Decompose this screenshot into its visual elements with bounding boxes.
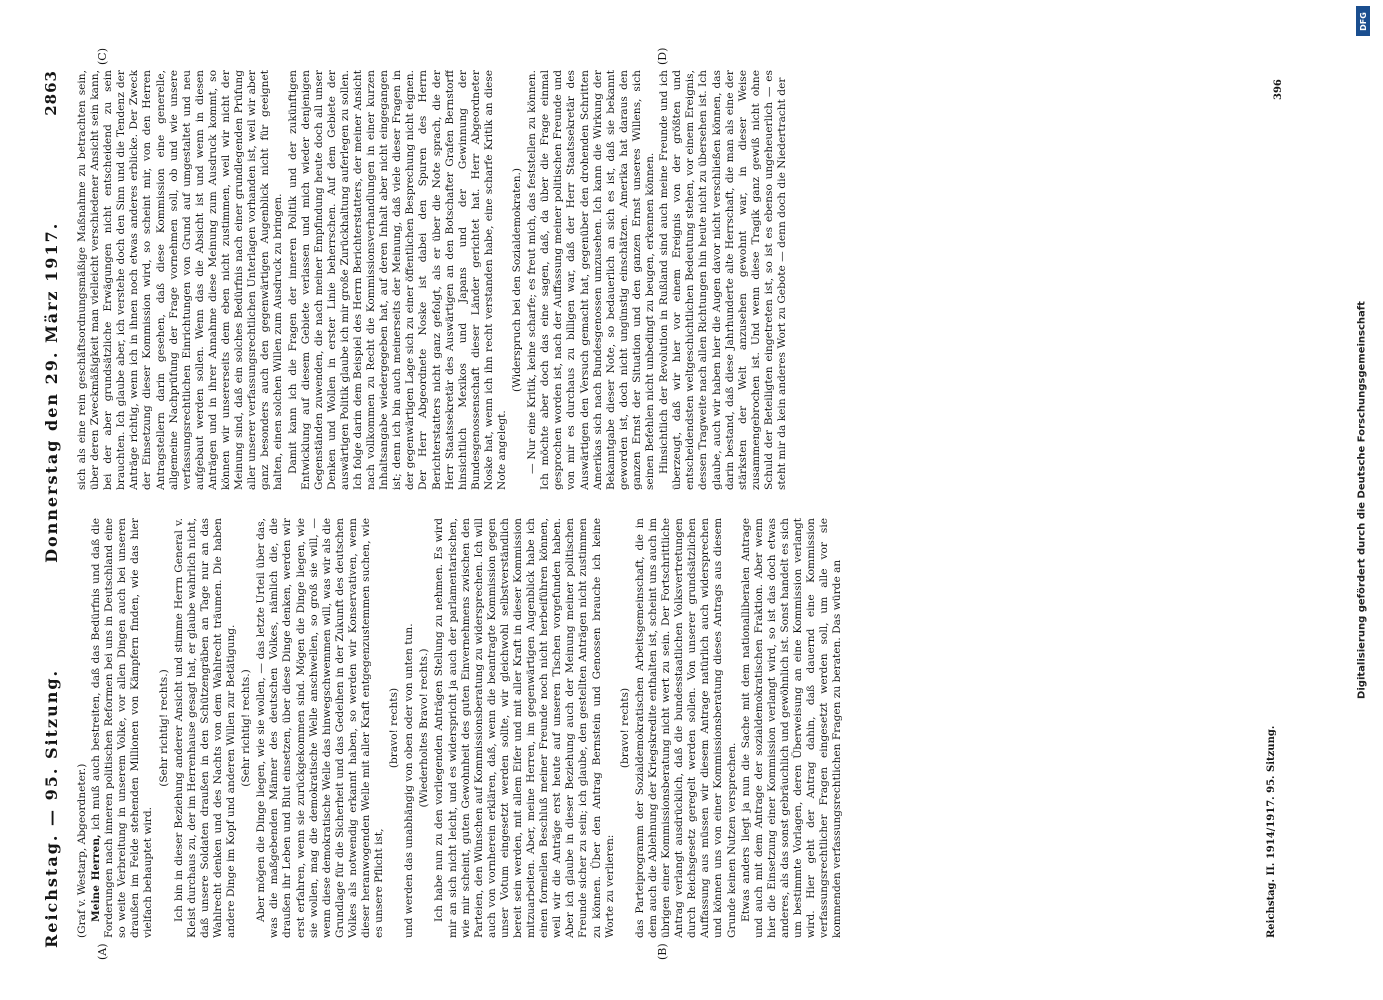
- page-number: 2863: [42, 70, 60, 116]
- footer-sheet-number: 396: [1273, 79, 1284, 100]
- paragraph: Damit kann ich die Fragen der inneren Politik und der zukünftigen Entwicklung auf diesem Gebiete verlassen und mich wieder denjenigen Gegenständen zuwenden, die nach meiner Empfindung heute doch all unser Denken und Wollen in erster Linie beherrschen. Auf dem Gebiete der auswärtigen Politik glaube ich mir große Zurückhaltung auferlegen zu sollen. Ich folge darin dem Beispiel des Herrn Berichterstatters, der meiner Ansicht nach vollkommen zu Recht die Kommissionsverhandlungen in einer kurzen Inhaltsangabe wiedergegeben hat, auf deren Inhalt aber nicht eingegangen ist; denn ich bin auch meinerseits der Meinung, daß viele dieser Fragen in der gegenwärtigen Lage sich zu einer öffentlichen Besprechung nicht eignen. Der Herr Abgeordnete Noske ist dabei den Spuren des Herrn Berichterstatters nicht ganz gefolgt, als er über die Note sprach, die der Herr Staatssekretär des Auswärtigen an den Botschafter Grafen Bernstorff hinsichtlich Mexikos und Japans und der Gewinnung der Bundesgenossenschaft dieser Länder gerichtet hat. Herr Abgeordneter Noske hat, wenn ich ihn recht verstanden habe, eine scharfe Kritik an diese Note angelegt.: [286, 70, 508, 490]
- digitization-credit: Digitalisierung gefördert durch die Deutsche Forschungsgemeinschaft: [1356, 301, 1368, 699]
- interjection: (bravo! rechts): [618, 687, 631, 769]
- bold-phrase: Meine Herren,: [90, 834, 103, 922]
- paragraph: und werden das unabhängig von oben oder von unten tun.: [403, 623, 416, 938]
- paragraph: — Nur eine Kritik, keine scharfe; es freut mich, das feststellen zu können. Ich möchte aber doch das eine sagen, daß, da über die Frage einmal gesprochen worden ist, nach der Auffassung meiner politischen Freunde und von mir es durchaus zu billigen war, daß der Herr Staatssekretär des Auswärtigen den Versuch gemacht hat, gegenüber den drohenden Schritten Amerikas sich nach Bundesgenossen umzusehen. Ich kann die Wirkung der Bekanntgabe dieser Note, so bedauerlich an sich es ist, daß sie bekannt geworden ist, doch nicht ungünstig einschätzen. Amerika hat daraus den ganzen Ernst der Situation und den ganzen Ernst unseres Willens, sich seinen Befehlen nicht unbedingt zu beugen, erkennen können.: [526, 70, 657, 490]
- paragraph: Hinsichtlich der Revolution in Rußland sind auch meine Freunde und ich überzeugt, daß wir hier vor einem Ereignis von der größten und entscheidendsten weltgeschichtlichen Bedeutung stehen, vor einem Ereignis, dessen Tragweite nach allen Richtungen hin heute nicht zu übersehen ist. Ich glaube, auch wir haben hier die Augen davor nicht verschließen können, das darin bestand, daß diese Jahrhunderte alte Herrschaft, die man als eine der stärksten der Welt anzusehen gewohnt war, in dieser Weise zusammengebrochen ist. Und wenn diese Tragik ganz gewiß nicht ohne Schuld der Beteiligten eingetreten ist, so ist es ebenso ungeheuerlich — es steht mir da kein anderes Wort zu Gebote — denn doch die Niedertracht der: [658, 70, 788, 490]
- interjection: (bravo! rechts): [388, 687, 401, 769]
- paragraph: sich als eine rein geschäftsordnungsmäßige Maßnahme zu betrachten sein, über deren Zweckmäßigkeit man vielleicht verschiedener Ansicht sein kann, bei der aber grundsätzliche Erwägungen nicht entscheidend zu sein brauchten. Ich glaube aber, ich verstehe doch den Sinn und die Tendenz der Anträge richtig, wenn ich in ihnen noch etwas anderes erblicke. Der Zweck der Einsetzung dieser Kommission wird, so scheint mir, von den Herren Antragstellern darin gesehen, daß diese Kommission eine generelle, allgemeine Nachprüfung der Frage vornehmen soll, ob und wie unsere verfassungsrechtlichen Einrichtungen von Grund auf umgestaltet und neu aufgebaut werden sollen. Wenn das die Absicht ist und wenn in diesen Anträgen und in ihrer Annahme diese Meinung zum Ausdruck kommt, so können wir unsererseits dem eben nicht zustimmen, weil wir nicht der Meinung sind, daß ein solches Bedürfnis nach einer grundlegenden Prüfung aller unserer verfassungsrechtlichen Unterlagen vorhanden ist, weil wir aber ganz besonders auch den gegenwärtigen Augenblick nicht für geeignet halten, einen solchen Willen zum Ausdruck zu bringen.: [76, 70, 285, 490]
- margin-marker-d: (D): [656, 47, 669, 65]
- margin-marker-b: (B): [656, 943, 669, 960]
- left-column: [76, 518, 1261, 938]
- interjection: (Sehr richtig! rechts.): [157, 669, 170, 787]
- interjection: (Sehr richtig! rechts.): [240, 669, 253, 787]
- paragraph: Ich habe nun zu den vorliegenden Anträgen Stellung zu nehmen. Es wird mir an sich nicht leicht, und es widerspricht ja auch der parlamentarischen, wie mir scheint, guten Gewohnheit des guten Einvernehmens zwischen den Parteien, den Wünschen auf Kommissionsberatung zu widersprechen. Ich will auch von vornherein erklären, daß, wenn die beantragte Kommission gegen unser Votum eingesetzt werden sollte, wir gleichwohl selbstverständlich bereit sein werden, mit allem Eifer und mit aller Kraft in dieser Kommission mitzuarbeiten. Aber, meine Herren, im gegenwärtigen Augenblick habe ich einen formellen Beschluß meiner Freunde noch nicht herbeiführen können, weil wir die Anträge erst heute auf unseren Tischen vorgefunden haben. Aber ich glaube in dieser Beziehung auch der Meinung meiner politischen Freunde sicher zu sein; ich glaube, den gestellten Anträgen nicht zustimmen zu können. Über den Antrag Bernstein und Genossen brauche ich keine Worte zu verlieren:: [433, 518, 616, 938]
- interjection: (Wiederholtes Bravo! rechts.): [418, 648, 431, 808]
- header-date: Donnerstag den 29. März 1917.: [41, 221, 61, 563]
- margin-marker-a: (A): [96, 943, 109, 960]
- header-left: Reichstag. — 95. Sitzung.: [41, 668, 61, 948]
- paragraph: Ich bin in dieser Beziehung anderer Ansicht und stimme Herrn General v. Kleist durchaus zu, der im Herrenhause gesagt hat, er glaube wahrlich nicht, daß unsere Soldaten draußen in den Schützengräben an Tage nur an das Wahlrecht denken und des Nachts von dem Wahlrecht träumen. Die haben andere Dinge im Kopf und anderen Willen zur Betätigung.: [172, 518, 238, 938]
- page-header: [36, 70, 66, 948]
- interjection: (Widerspruch bei den Sozialdemokraten.): [511, 167, 524, 393]
- paragraph-text: ich muß auch bestreiten, daß das Bedürfnis und daß die Forderungen nach inneren politischen Reformen bei uns in Deutschland eine so weite Verbreitung in unserem Volke, vor allen Dingen auch bei unseren draußen im Felde stehenden Millionen von Kämpfern finden, wie das hier vielfach behauptet wird.: [90, 518, 155, 938]
- paragraph: Aber mögen die Dinge liegen, wie sie wollen, — das letzte Urteil über das, was die maßgebenden Männer des deutschen Volkes, nämlich die, die draußen ihr Leben und Blut einsetzen, über diese Dinge denken, werden wir erst erfahren, wenn sie zurückgekommen sind. Mögen die Dinge liegen, wie sie wollen, mag die demokratische Welle anschwellen, so groß sie will, — wenn diese demokratische Welle das hinwegschwemmen will, was wir als die Grundlage für die Sicherheit und das Gedeihen in der Zukunft des deutschen Volkes als notwendig erkannt haben, so werden wir Konservativen, wenn dieser heranwogenden Welle mit aller Kraft entgegenzustemmen suchen, wie es unsere Pflicht ist,: [255, 518, 386, 938]
- footer-signature: Reichstag. II. 1914/1917. 95. Sitzung.: [1266, 725, 1277, 938]
- logo-text: DFG: [1358, 11, 1368, 31]
- paragraph: [90, 518, 155, 938]
- speaker-line: (Graf v. Westarp, Abgeordneter.): [76, 763, 88, 938]
- right-column: [76, 70, 1261, 490]
- paragraph: das Parteiprogramm der Sozialdemokratischen Arbeitsgemeinschaft, die in dem auch die Ablehnung der Kriegskredite enthalten ist, scheint uns auch im übrigen einer Kommissionsberatung nicht wert zu sein. Der Fortschrittliche Antrag verlangt ausdrücklich, daß die bundesstaatlichen Volksvertretungen durch Reichsgesetz geregelt werden sollen. Von unserer grundsätzlichen Auffassung aus müssen wir diesem Antrage natürlich auch widersprechen und können uns von einer Kommissionsberatung dieses Antrags aus diesem Grunde keinen Nutzen versprechen.: [633, 518, 738, 938]
- margin-marker-c: (C): [96, 48, 109, 65]
- dfg-logo-icon: [1356, 6, 1370, 36]
- paragraph: Etwas anders liegt ja nun die Sache mit dem nationalliberalen Antrage und auch mit dem Antrage der sozialdemokratischen Fraktion. Aber wenn hier die Einsetzung einer Kommission verlangt wird, so ist das doch etwas anderes, als das sonst gebräuchlich und gewöhnlich ist. Sonst handelt es sich um bestimmte Vorlagen, deren Überweisung an eine Kommission verlangt wird. Hier geht der Antrag dahin, daß dauernd eine Kommission verfassungsrechtlicher Fragen eingesetzt werden soll, um alle vor sie kommenden verfassungsrechtlichen Fragen zu beraten. Das würde an: [739, 518, 844, 938]
